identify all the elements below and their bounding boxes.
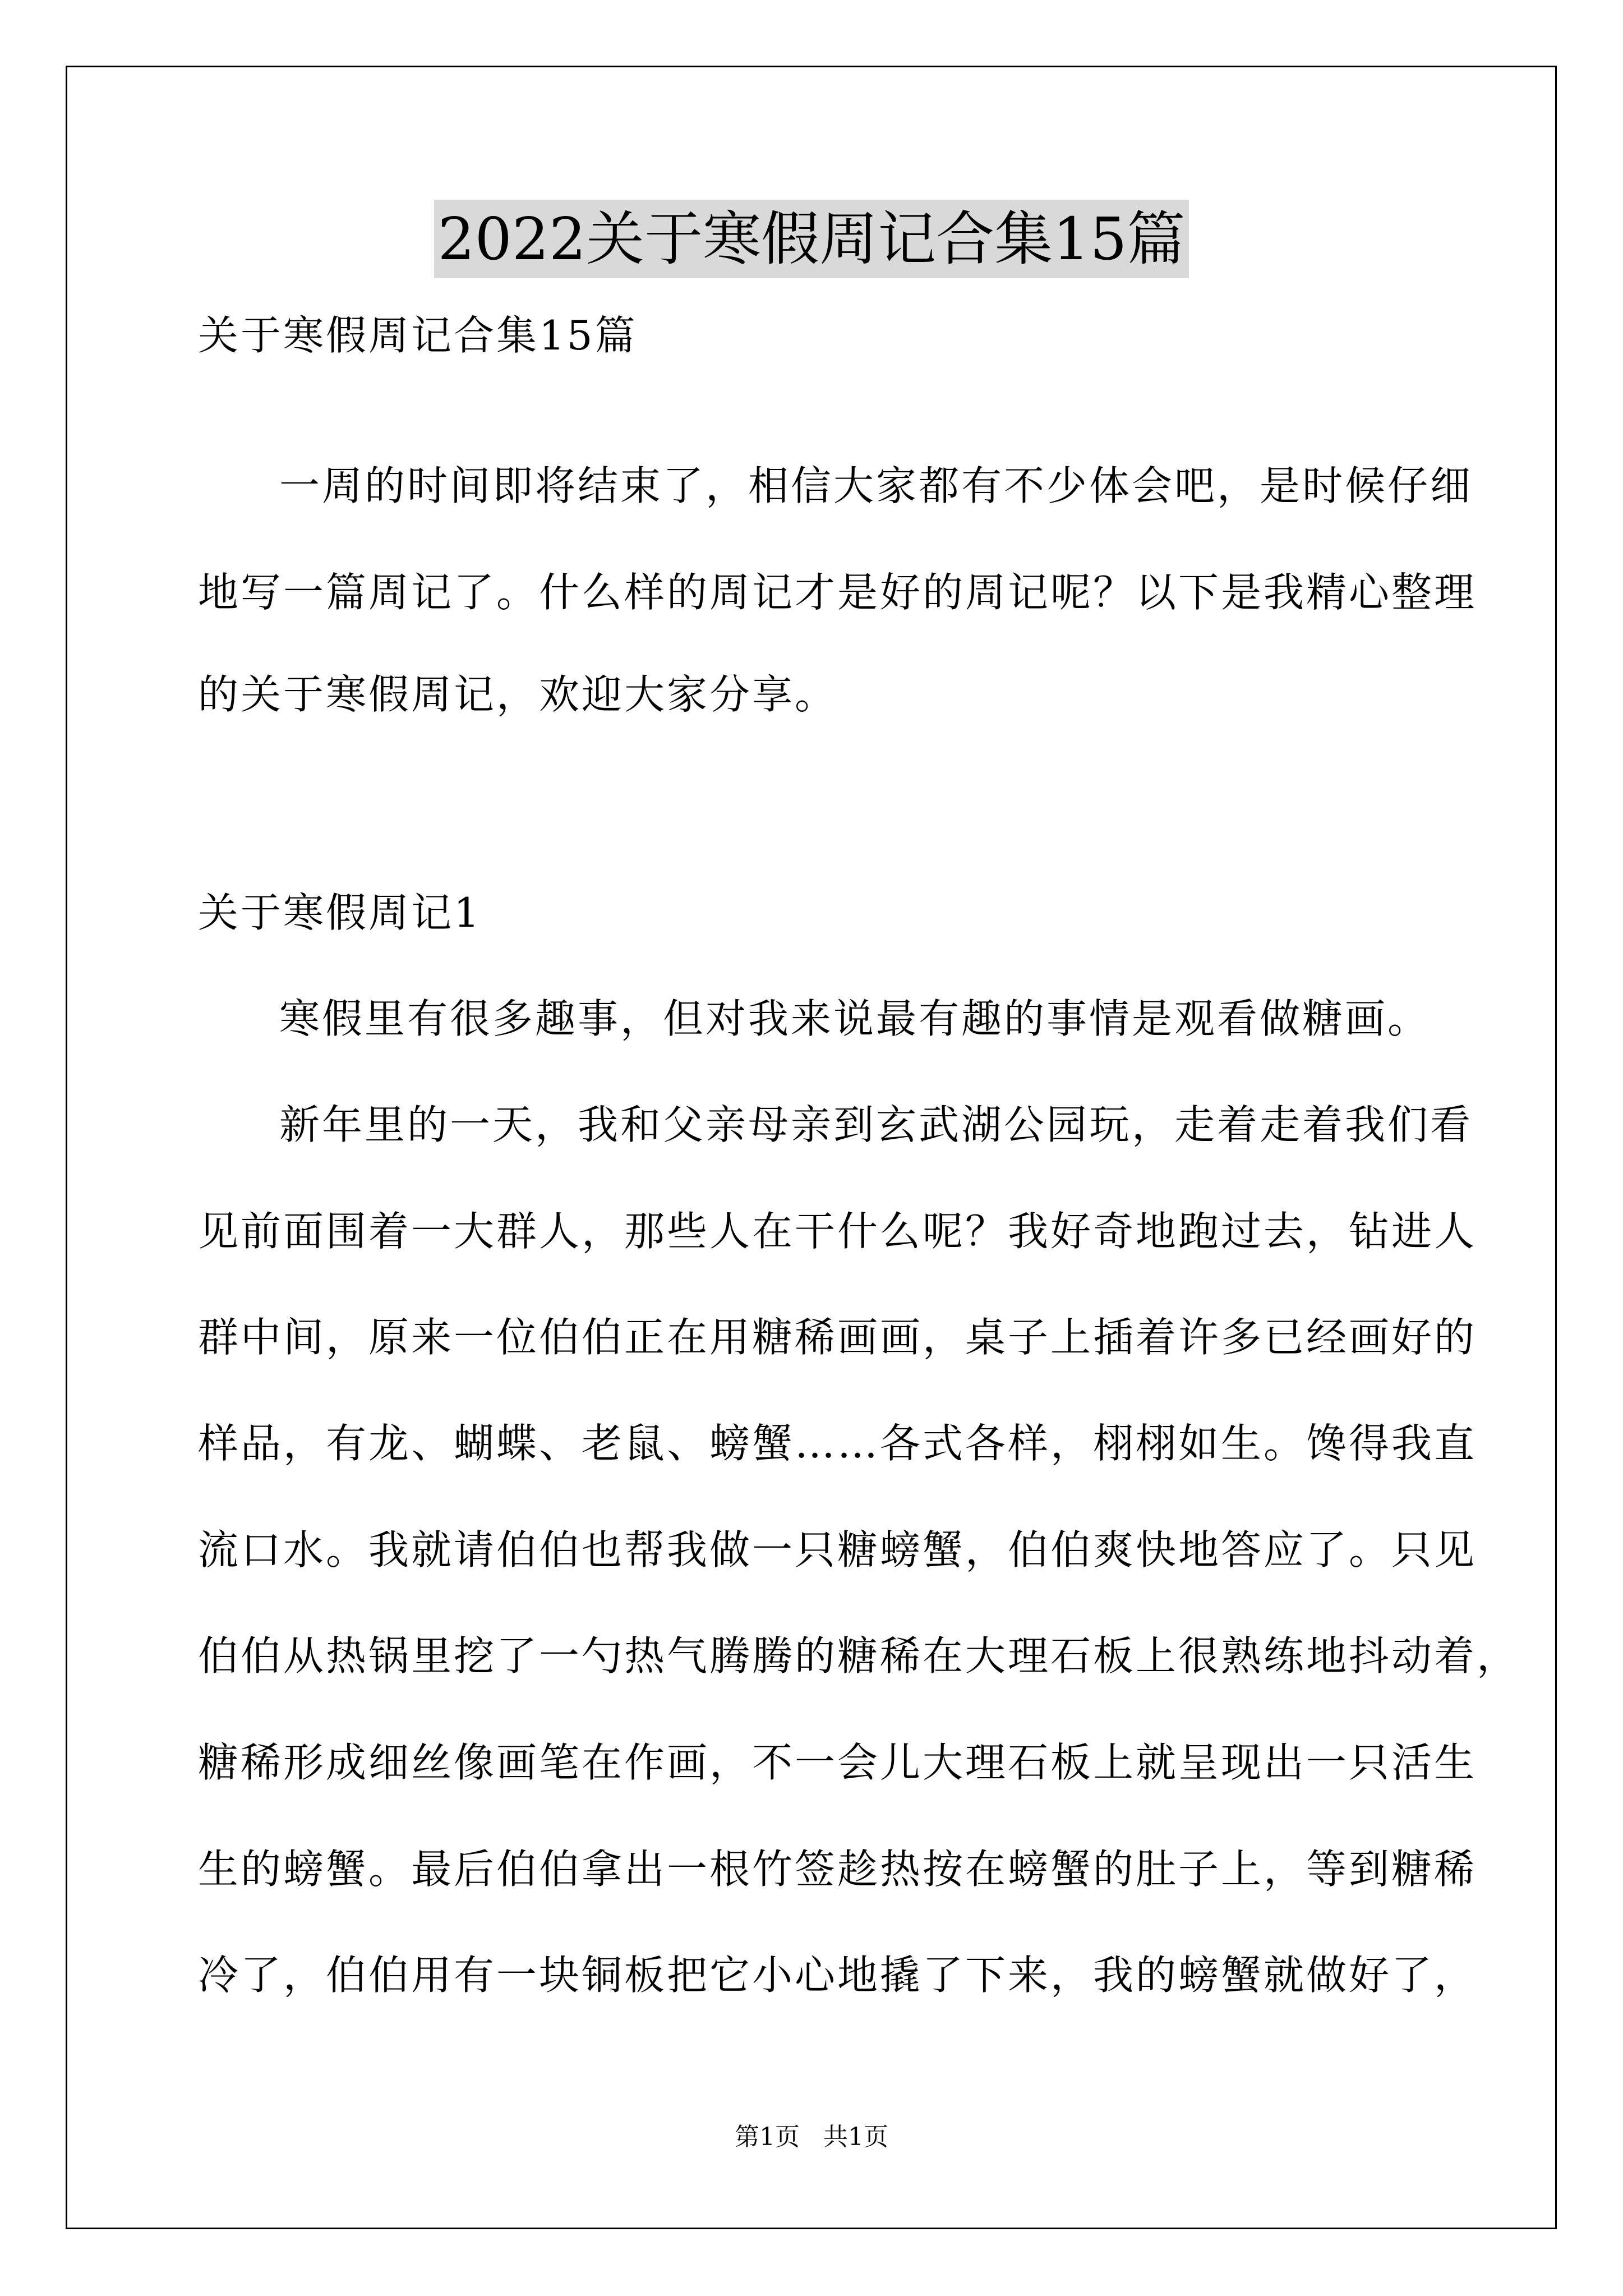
paragraph-line: 群中间，原来一位伯伯正在用糖稀画画，桌子上插着许多已经画好的: [198, 1314, 1477, 1361]
document-title: 2022关于寒假周记合集15篇: [434, 200, 1188, 278]
paragraph-line: 见前面围着一大群人，那些人在干什么呢？我好奇地跑过去，钻进人: [198, 1208, 1477, 1255]
paragraph-line: 冷了，伯伯用有一块铜板把它小心地撬了下来，我的螃蟹就做好了，: [198, 1952, 1477, 1999]
page-footer: 第1页 共1页: [735, 2123, 888, 2151]
title-container: [0, 200, 1623, 278]
paragraph-line: 地写一篇周记了。什么样的周记才是好的周记呢？以下是我精心整理: [198, 569, 1477, 616]
subtitle-line: 关于寒假周记合集15篇: [198, 312, 638, 359]
section-heading: 关于寒假周记1: [198, 889, 482, 936]
paragraph-line: 样品，有龙、蝴蝶、老鼠、螃蟹……各式各样，栩栩如生。馋得我直: [198, 1420, 1477, 1467]
paragraph-line: 的关于寒假周记，欢迎大家分享。: [198, 671, 838, 718]
paragraph-line: 伯伯从热锅里挖了一勺热气腾腾的糖稀在大理石板上很熟练地抖动着，: [198, 1632, 1520, 1680]
paragraph-line: 糖稀形成细丝像画笔在作画，不一会儿大理石板上就呈现出一只活生: [198, 1739, 1477, 1786]
paragraph-line: 寒假里有很多趣事，但对我来说最有趣的事情是观看做糖画。: [279, 995, 1431, 1042]
paragraph-line: 新年里的一天，我和父亲母亲到玄武湖公园玩，走着走着我们看: [279, 1101, 1473, 1148]
paragraph-line: 生的螃蟹。最后伯伯拿出一根竹签趁热按在螃蟹的肚子上，等到糖稀: [198, 1846, 1477, 1893]
paragraph-line: 流口水。我就请伯伯也帮我做一只糖螃蟹，伯伯爽快地答应了。只见: [198, 1526, 1477, 1573]
paragraph-line: 一周的时间即将结束了，相信大家都有不少体会吧，是时候仔细: [279, 462, 1473, 509]
